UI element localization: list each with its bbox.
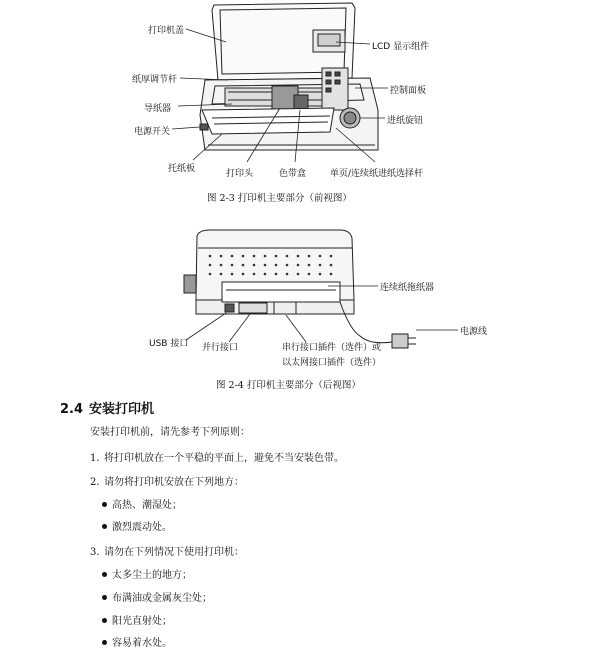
list-item-text: 请勿将打印机安放在下列地方： <box>104 477 244 488</box>
vent-dot <box>308 273 311 276</box>
label-control-panel: 控制面板 <box>390 86 427 96</box>
label-usb-port: USB 接口 <box>149 339 189 349</box>
vent-dot <box>220 273 223 276</box>
vent-dot <box>330 264 333 267</box>
vent-dot <box>330 255 333 258</box>
bullet-text: 阳光直射处； <box>112 616 172 627</box>
list-item <box>90 473 244 488</box>
bullet-item <box>102 566 192 581</box>
vent-dot <box>231 255 234 258</box>
vent-dot <box>286 273 289 276</box>
vent-dot <box>319 273 322 276</box>
bullet-dot <box>102 502 107 507</box>
vent-dot <box>242 264 245 267</box>
label-thickness-lever: 纸厚调节杆 <box>132 75 178 85</box>
vent-dot <box>253 273 256 276</box>
vent-dot <box>242 255 245 258</box>
bullet-item <box>102 612 172 627</box>
vent-dot <box>231 273 234 276</box>
bullet-dot <box>102 640 107 645</box>
vent-dot <box>220 255 223 258</box>
bullet-dot <box>102 618 107 623</box>
section-number: 2.4 <box>60 402 84 417</box>
figure-caption-rear: 图 2-4 打印机主要部分（后视图） <box>216 380 361 391</box>
label-serial-slot-line2: 以太网接口插件（选件） <box>282 358 382 368</box>
label-serial-slot-line1: 串行接口插件（选件）或 <box>282 343 382 353</box>
vent-dot <box>264 255 267 258</box>
bullet-text: 布满油或金属灰尘处； <box>112 593 212 604</box>
label-print-head: 打印头 <box>226 169 254 179</box>
list-item-number: 3. <box>90 547 100 558</box>
vent-dot <box>308 264 311 267</box>
vent-dot <box>253 264 256 267</box>
label-feed-knob: 进纸旋钮 <box>387 116 424 126</box>
vent-dot <box>209 273 212 276</box>
label-power-switch: 电源开关 <box>134 127 171 137</box>
vent-dot <box>264 264 267 267</box>
vent-dot <box>275 264 278 267</box>
bullet-text: 容易着水处。 <box>112 638 172 649</box>
list-item <box>90 543 244 558</box>
vent-dot <box>209 264 212 267</box>
list-item <box>90 449 344 464</box>
list-item-text: 请勿在下列情况下使用打印机： <box>104 547 244 558</box>
label-printer-cover: 打印机盖 <box>148 26 185 36</box>
vent-dot <box>242 273 245 276</box>
vent-dot <box>319 264 322 267</box>
bullet-item <box>102 589 212 604</box>
label-lcd-panel: LCD 显示组件 <box>372 42 430 52</box>
label-ribbon-cartridge: 色带盒 <box>279 169 307 179</box>
figure-caption-front: 图 2-3 打印机主要部分（前视图） <box>207 193 352 204</box>
list-item-number: 1. <box>90 453 100 464</box>
bullet-dot <box>102 595 107 600</box>
label-paper-tray: 托纸板 <box>168 164 196 174</box>
bullet-item <box>102 518 172 533</box>
vent-dot <box>275 255 278 258</box>
vent-dot <box>297 255 300 258</box>
section-title: 安装打印机 <box>89 402 155 417</box>
vent-dot <box>253 255 256 258</box>
vent-dot <box>220 264 223 267</box>
bullet-dot <box>102 524 107 529</box>
vent-dot <box>297 264 300 267</box>
list-item-number: 2. <box>90 477 100 488</box>
vent-dot <box>275 273 278 276</box>
bullet-item <box>102 634 172 649</box>
label-parallel-port: 并行接口 <box>202 343 239 353</box>
vent-dot <box>297 273 300 276</box>
bullet-text: 太多尘土的地方； <box>112 570 192 581</box>
vent-dot <box>286 264 289 267</box>
section-heading <box>60 398 160 417</box>
vent-dot <box>319 255 322 258</box>
label-power-cord: 电源线 <box>460 327 488 337</box>
vent-dot <box>264 273 267 276</box>
bullet-text: 激烈震动处。 <box>112 522 172 533</box>
list-item-text: 将打印机放在一个平稳的平面上，避免不当安装色带。 <box>104 453 344 464</box>
bullet-dot <box>102 572 107 577</box>
section-intro: 安装打印机前，请先参考下列原则： <box>90 427 250 438</box>
vent-dot <box>308 255 311 258</box>
label-feed-selector: 单页/连续纸进纸选择杆 <box>330 169 424 179</box>
bullet-item <box>102 496 182 511</box>
vent-dot <box>231 264 234 267</box>
bullet-text: 高热、潮湿处； <box>112 500 182 511</box>
label-paper-guide: 导纸器 <box>144 104 172 114</box>
vent-dot <box>209 255 212 258</box>
label-tractor: 连续纸拖纸器 <box>380 283 435 293</box>
vent-dot <box>330 273 333 276</box>
vent-dot <box>286 255 289 258</box>
